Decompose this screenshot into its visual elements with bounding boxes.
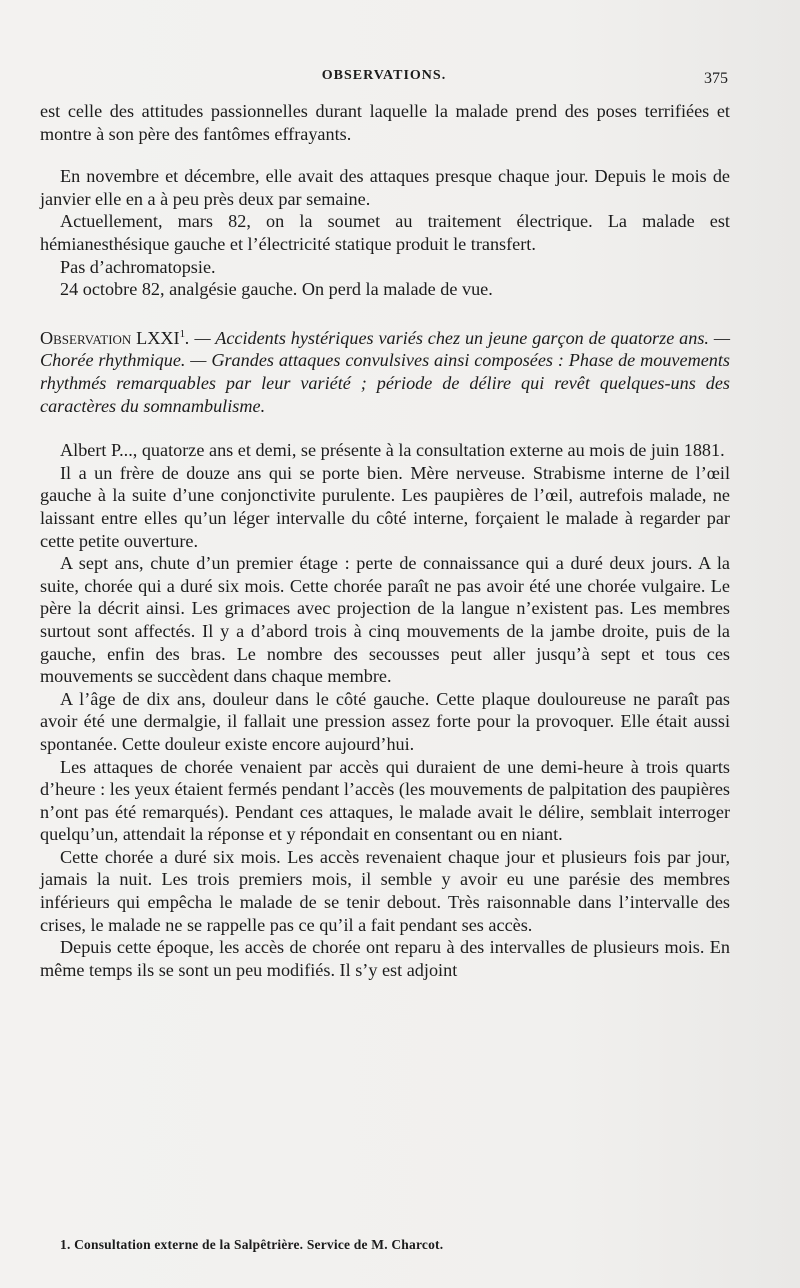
observation-title: . — Accidents hystériques variés chez un jeune garçon de quatorze ans. — Chorée rhythmique. — Grandes attaques convulsives ainsi composées : Phase de mouvements rhythmés remarquables par leur variété ; période de délire qui revêt quelques-uns des caractères du somnambulisme.	[40, 327, 730, 416]
running-head: OBSERVATIONS.	[321, 68, 447, 83]
paragraph: Albert P..., quatorze ans et demi, se présente à la consultation externe au mois de juin 1881.	[60, 440, 725, 461]
observation-heading	[40, 323, 730, 417]
page-number: 375	[704, 70, 728, 87]
paragraph: est celle des attitudes passionnelles durant laquelle la malade prend des poses terrifiées et montre à son père des fantômes effrayants.	[40, 101, 730, 144]
body-text	[40, 100, 730, 981]
footnote	[60, 1237, 740, 1253]
paragraph: A sept ans, chute d’un premier étage : perte de connaissance qui a duré deux jours. A la suite, chorée qui a duré six mois. Cette chorée paraît ne pas avoir été une chorée vulgaire. Le père la décrit ainsi. Les grimaces avec projection de la langue n’existent pas. Les membres surtout sont affectés. Il y a d’abord trois à cinq mouvements de la jambe droite, puis de la gauche, enfin des bras. Le nombre des secousses peut aller jusqu’à sept et tous ces mouvements se succèdent dans chaque membre.	[40, 553, 730, 687]
paragraph: Pas d’achromatopsie.	[60, 256, 216, 277]
paragraph: 24 octobre 82, analgésie gauche. On perd la malade de vue.	[60, 279, 493, 300]
paragraph: Les attaques de chorée venaient par accès qui duraient de une demi-heure à trois quarts d’heure : les yeux étaient fermés pendant l’accès (les mouvements de palpitation des paupières n’ont pas été remarqués). Pendant ces attaques, le malade avait le délire, semblait interroger quelqu’un, attendait la réponse et y répondait en consentant ou en niant.	[40, 756, 730, 845]
observation-label: Observation LXXI	[40, 327, 180, 348]
paragraph: Cette chorée a duré six mois. Les accès revenaient chaque jour et plusieurs fois par jour, jamais la nuit. Les trois premiers mois, il semble y avoir eu une parésie des membres inférieurs qui empêcha le malade de se tenir debout. Très raisonnable dans l’intervalle des crises, le malade ne se rappelle pas ce qu’il a fait pendant ses accès.	[40, 846, 730, 935]
footnote-marker: 1	[179, 327, 186, 340]
paragraph: Depuis cette époque, les accès de chorée ont reparu à des intervalles de plusieurs mois. En même temps ils se sont un peu modifiés. Il s’y est adjoint	[40, 937, 730, 980]
footnote-number: 1.	[60, 1237, 71, 1252]
paragraph: Il a un frère de douze ans qui se porte bien. Mère nerveuse. Strabisme interne de l’œil gauche à la suite d’une conjonctivite purulente. Les paupières de l’œil, autrefois malade, ne laissant entre elles qu’un léger intervalle du côté interne, forçaient le malade à regarder par cette petite ouverture.	[40, 462, 730, 551]
paragraph: Actuellement, mars 82, on la soumet au traitement électrique. La malade est hémianesthésique gauche et l’électricité statique produit le transfert.	[40, 211, 730, 254]
footnote-text: Consultation externe de la Salpêtrière. Service de M. Charcot.	[74, 1237, 444, 1252]
page-header	[40, 68, 728, 92]
paragraph: En novembre et décembre, elle avait des attaques presque chaque jour. Depuis le mois de janvier elle en a à peu près deux par semaine.	[40, 166, 730, 209]
paragraph: A l’âge de dix ans, douleur dans le côté gauche. Cette plaque douloureuse ne paraît pas avoir été une dermalgie, il fallait une pression assez forte pour la provoquer. Elle était aussi spontanée. Cette douleur existe encore aujourd’hui.	[40, 688, 730, 754]
